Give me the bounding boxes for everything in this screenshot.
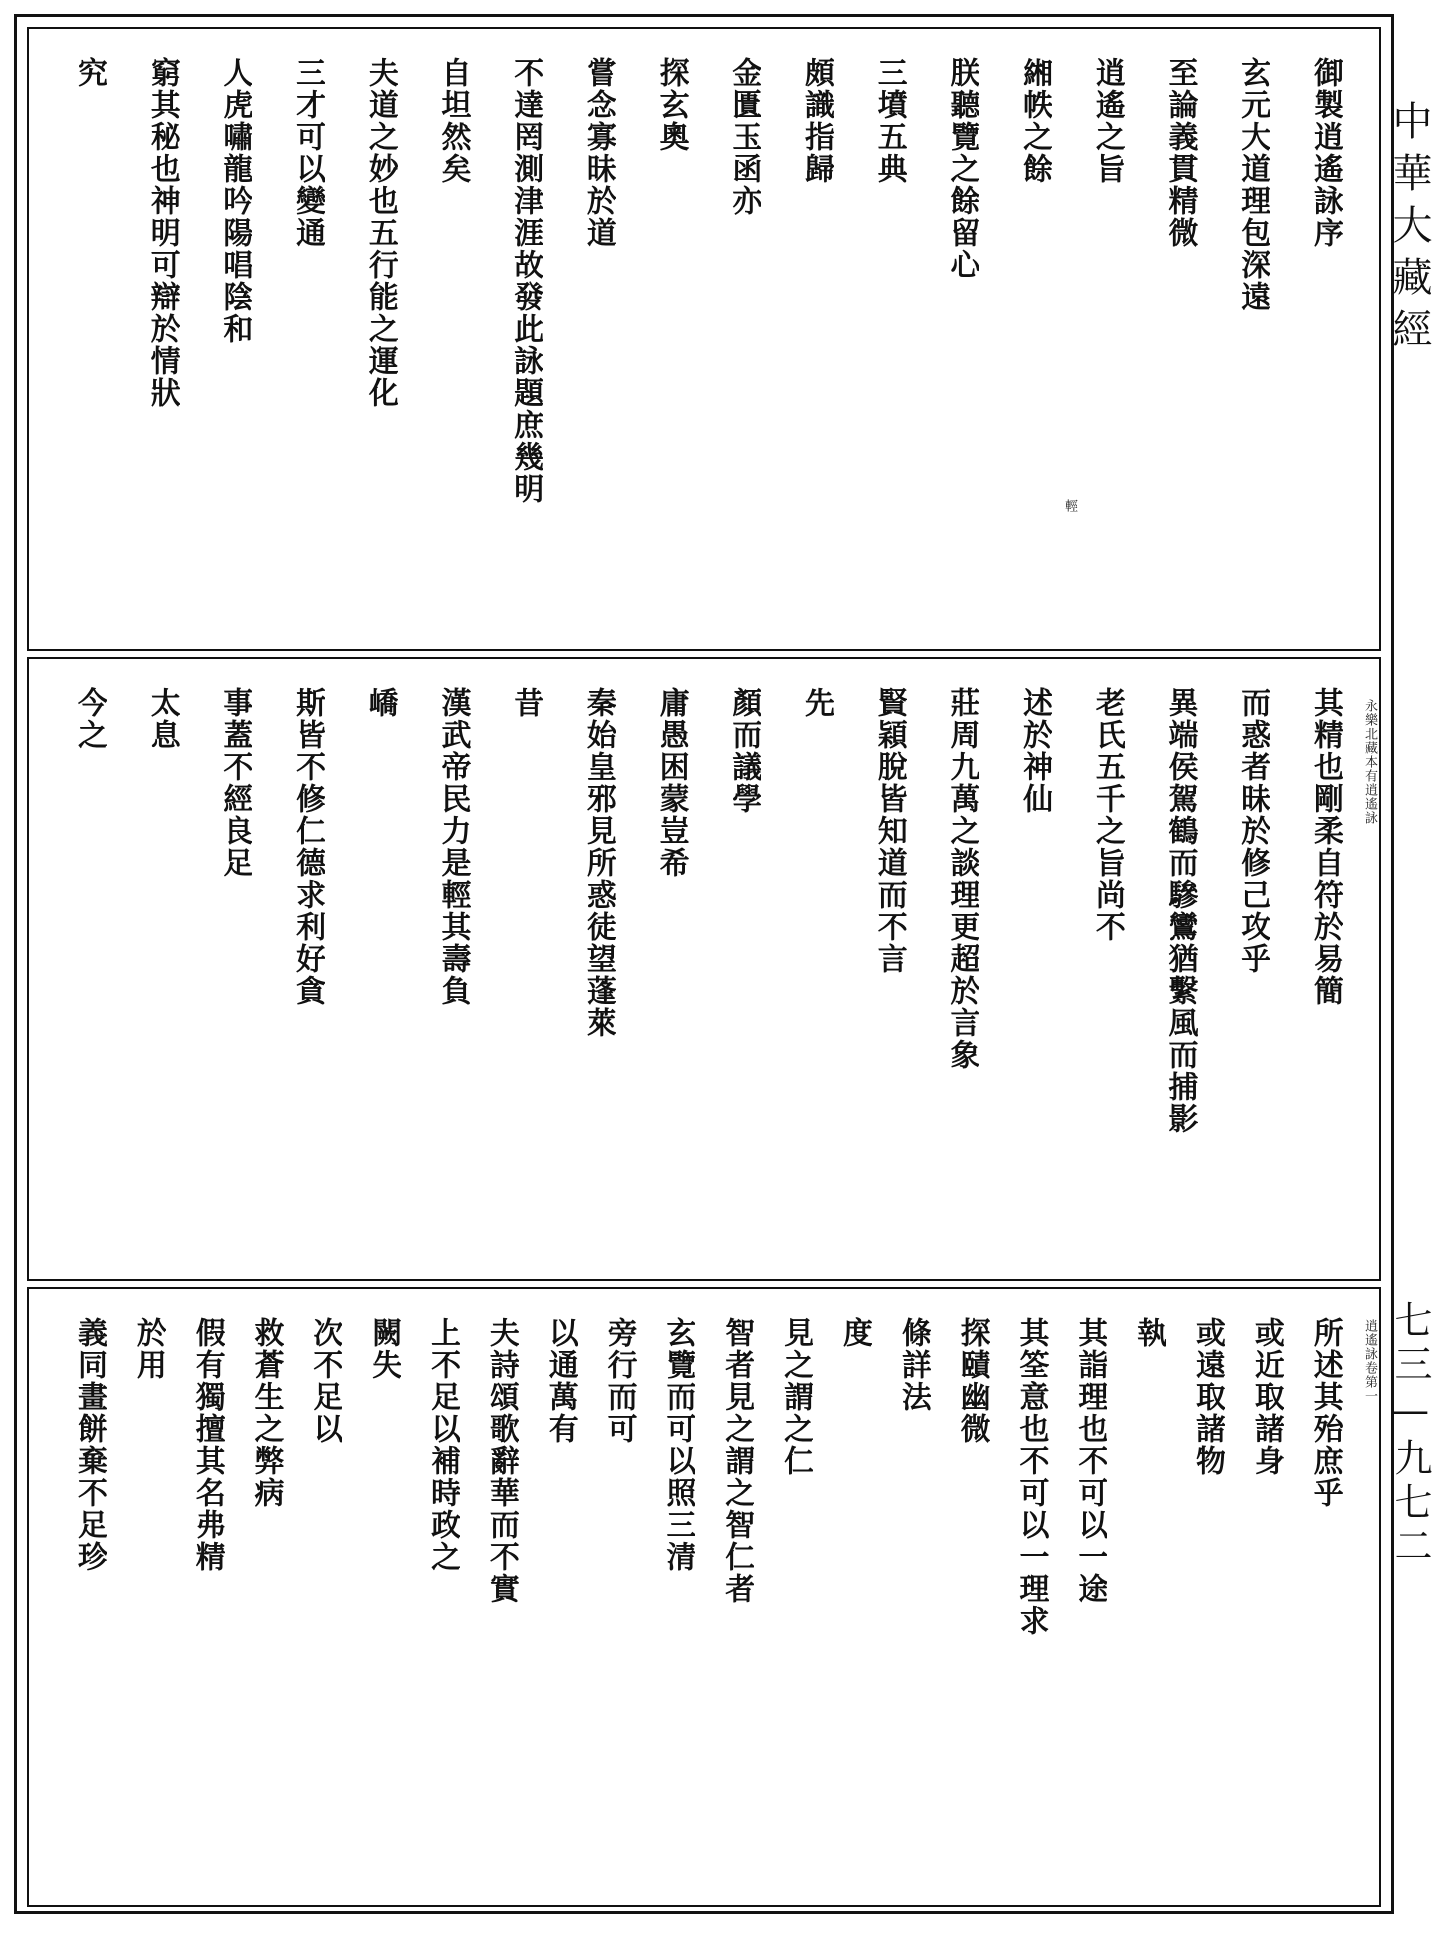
text-column: 御製逍遙詠序 [1307,57,1343,249]
text-column: 夫詩頌歌辭華而不實 [483,1317,519,1605]
text-column: 次不足以 [307,1317,343,1445]
margin-note: 永樂北藏本有逍遙詠 [1362,699,1377,825]
text-column: 或近取諸身 [1248,1317,1284,1477]
collection-title: 中華大藏經 [1386,100,1432,360]
text-column: 漢武帝民力是輕其壽負 [435,687,471,1007]
text-column: 或遠取諸物 [1190,1317,1226,1477]
text-column: 上不足以補時政之 [425,1317,461,1573]
text-column: 闕失 [366,1317,402,1381]
text-register-3 [27,1287,1381,1907]
text-column: 玄元大道理包深遠 [1235,57,1271,313]
text-column: 其筌意也不可以一理求 [1013,1317,1049,1637]
text-column: 救蒼生之弊病 [248,1317,284,1509]
margin-note: 輕 [1062,499,1077,513]
text-column: 而惑者昧於修己攻乎 [1235,687,1271,975]
text-column: 賢穎脫皆知道而不言 [871,687,907,975]
text-column: 智者見之謂之智仁者 [719,1317,755,1605]
text-column: 執 [1131,1317,1167,1349]
text-column: 其詣理也不可以一途 [1072,1317,1108,1605]
text-column: 昔 [508,687,544,719]
text-column: 事蓋不經良足 [217,687,253,879]
text-column: 緗帙之餘 [1017,57,1053,185]
text-column: 嶠 [362,687,398,719]
text-column: 假有獨擅其名弗精 [189,1317,225,1573]
text-column: 異端侯駕鶴而驂鸞猶繫風而捕影 [1162,687,1198,1135]
text-column: 老氏五千之旨尚不 [1089,687,1125,943]
text-column: 三才可以變通 [290,57,326,249]
text-column: 於用 [130,1317,166,1381]
text-column: 究 [72,57,107,89]
text-column: 秦始皇邪見所惑徒望蓬萊 [580,687,616,1039]
text-column: 太息 [144,687,180,751]
text-column: 度 [836,1317,872,1349]
text-column: 庸愚困蒙豈希 [653,687,689,879]
text-column: 今之 [72,687,107,751]
text-column: 旁行而可 [601,1317,637,1445]
text-column: 自坦然矣 [435,57,471,185]
text-column: 先 [799,687,835,719]
margin-note: 逍遙詠卷第一 [1362,1319,1377,1403]
text-column: 朕聽覽之餘留心 [944,57,980,281]
text-column: 頗識指歸 [799,57,835,185]
text-column: 其精也剛柔自符於易簡 [1307,687,1343,1007]
text-column: 窮其秘也神明可辯於情狀 [144,57,180,409]
text-column: 顏而議學 [726,687,762,815]
page-number: 七三—九七二 [1388,1300,1432,1570]
register-1-columns [71,57,1343,635]
text-column: 金匱玉函亦 [726,57,762,217]
text-column: 至論義貫精微 [1162,57,1198,249]
text-column: 斯皆不修仁德求利好貪 [290,687,326,1007]
register-2-columns [71,687,1343,1265]
text-column: 夫道之妙也五行能之運化 [362,57,398,409]
text-column: 義同畫餅棄不足珍 [72,1317,107,1573]
text-column: 述於神仙 [1017,687,1053,815]
text-column: 探玄奧 [653,57,689,153]
text-column: 以通萬有 [542,1317,578,1445]
text-column: 三墳五典 [871,57,907,185]
text-column: 莊周九萬之談理更超於言象 [944,687,980,1071]
text-register-2 [27,657,1381,1281]
text-column: 不達罔測津涯故發此詠題庶幾明 [508,57,544,505]
sutra-page [14,14,1394,1914]
text-column: 嘗念寡昧於道 [580,57,616,249]
text-column: 逍遙之旨 [1089,57,1125,185]
register-3-columns [71,1317,1343,1891]
text-column: 所述其殆庶乎 [1307,1317,1343,1509]
text-column: 探賾幽微 [954,1317,990,1445]
text-register-1 [27,27,1381,651]
text-column: 見之謂之仁 [778,1317,814,1477]
text-column: 條詳法 [895,1317,931,1413]
text-column: 人虎嘯龍吟陽唱陰和 [217,57,253,345]
text-column: 玄覽而可以照三清 [660,1317,696,1573]
